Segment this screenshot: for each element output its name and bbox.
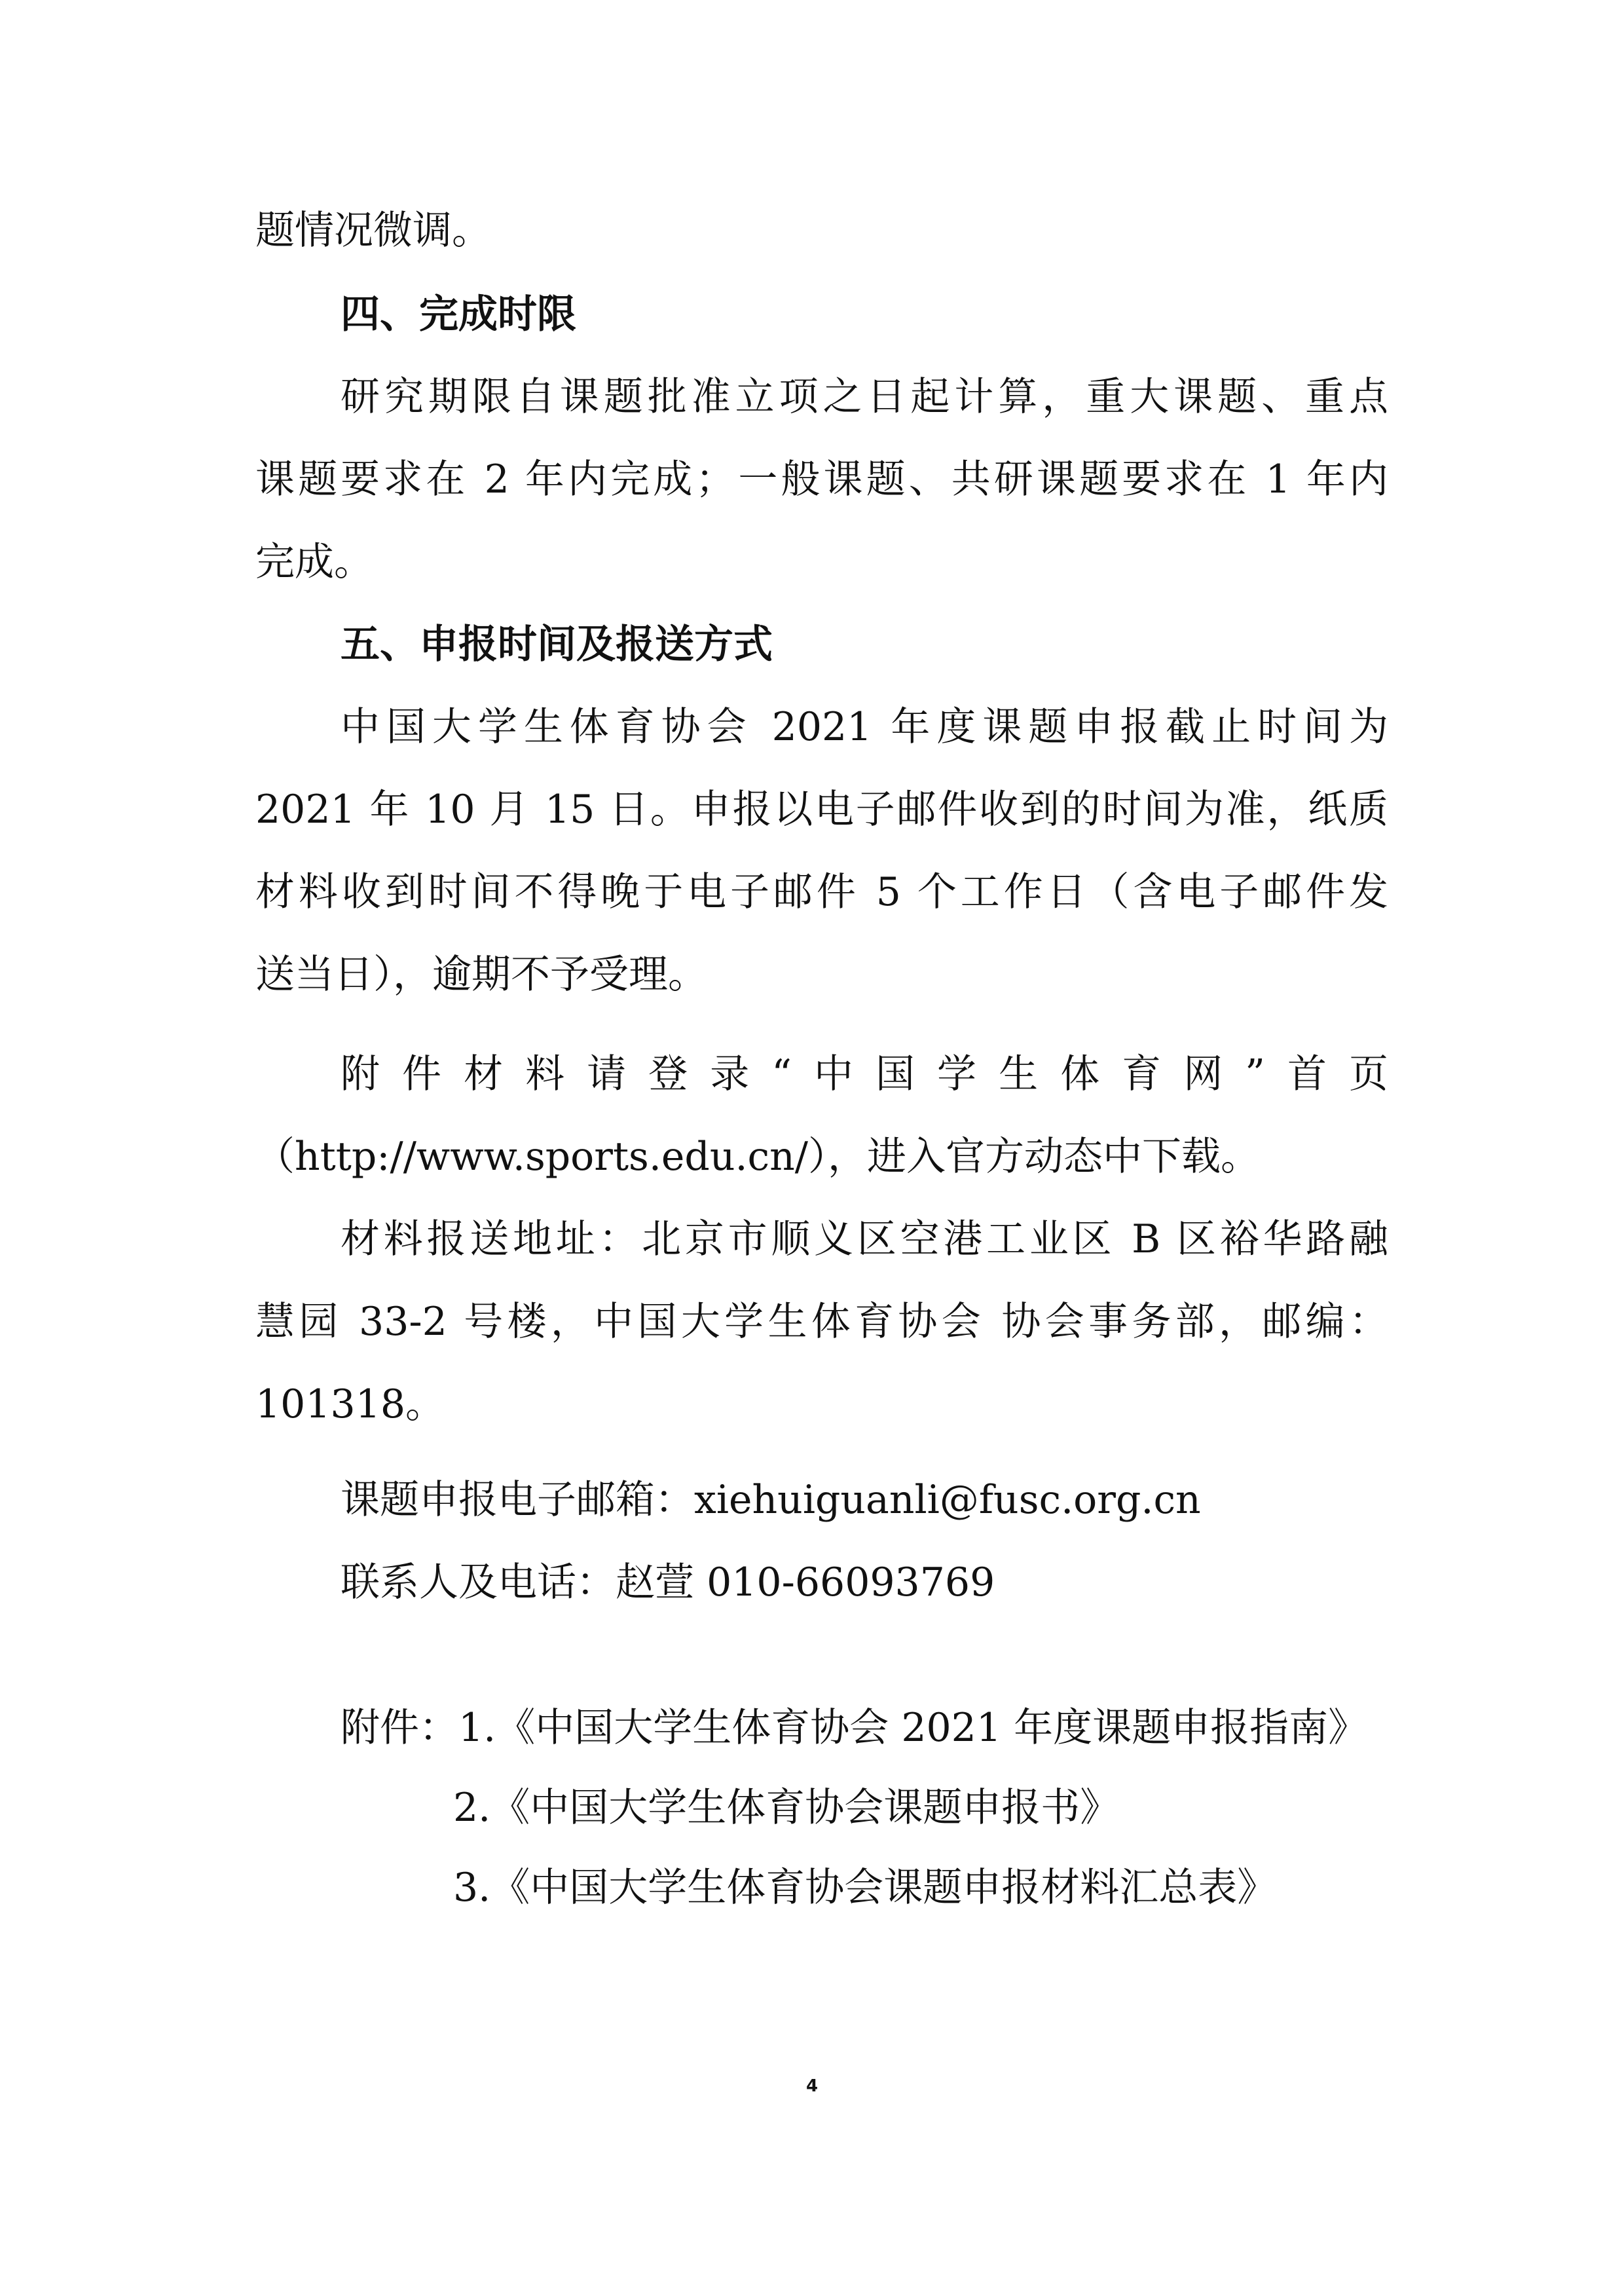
attachment-item: 附件：1.《中国大学生体育协会 2021 年度课题申报指南》: [341, 1705, 1368, 1751]
body-text-line: 完成。: [255, 539, 373, 585]
body-text-line: 附件材料请登录“中国学生体育网”首页: [341, 1051, 1388, 1097]
body-text-line: 课题要求在 2 年内完成；一般课题、共研课题要求在 1 年内: [255, 457, 1388, 502]
section-heading-submission: 五、申报时间及报送方式: [341, 622, 773, 667]
postcode-line: 101318。: [255, 1381, 445, 1427]
body-text-line: 材料收到时间不得晚于电子邮件 5 个工作日（含电子邮件发: [255, 869, 1388, 915]
body-text-line: 2021 年 10 月 15 日。申报以电子邮件收到的时间为准，纸质: [255, 787, 1388, 832]
attachment-item: 2.《中国大学生体育协会课题申报书》: [453, 1785, 1120, 1831]
contact-line: 联系人及电话：赵萱 010-66093769: [341, 1560, 995, 1605]
body-text-line: 中国大学生体育协会 2021 年度课题申报截止时间为: [341, 704, 1388, 750]
body-text-line: 研究期限自课题批准立项之日起计算，重大课题、重点: [341, 374, 1388, 420]
body-text-line: 送当日），逾期不予受理。: [255, 952, 707, 998]
section-heading-completion-deadline: 四、完成时限: [341, 291, 576, 337]
address-line: 材料报送地址：北京市顺义区空港工业区 B 区裕华路融: [341, 1216, 1388, 1262]
email-line: 课题申报电子邮箱：xiehuiguanli@fusc.org.cn: [341, 1477, 1201, 1523]
address-line: 慧园 33-2 号楼，中国大学生体育协会 协会事务部，邮编：: [255, 1299, 1388, 1345]
page-number: 4: [805, 2076, 819, 2096]
attachment-item: 3.《中国大学生体育协会课题申报材料汇总表》: [453, 1865, 1277, 1911]
website-link-line: （http://www.sports.edu.cn/），进入官方动态中下载。: [255, 1134, 1261, 1180]
body-text-line: 题情况微调。: [255, 208, 491, 253]
